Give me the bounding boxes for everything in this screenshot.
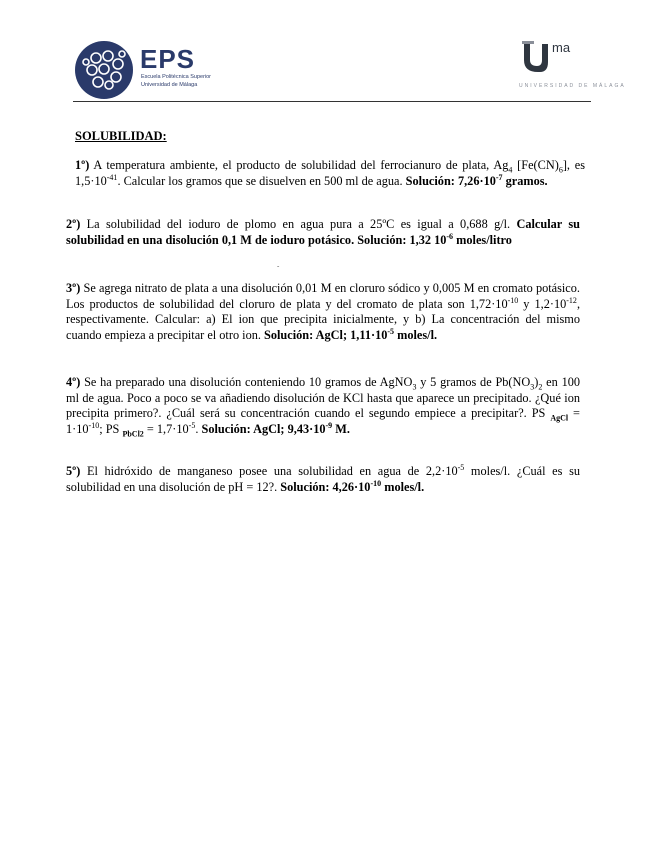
eps-logo-icon (74, 40, 134, 100)
problem-5: 5º) El hidróxido de manganeso posee una solubilidad en agua de $2,2\cdot 10^{-5}$ moles/l. ¿Cuál es su solubilidad en una disolución de pH = 12?. Solución: $4,26\cdot 10^{-10}$ moles/l. (66, 462, 580, 494)
problem-4: 4º) Se ha preparado una disolución conteniendo 10 gramos de AgNO$_3$ y 5 gramos de $Pb(NO_3)_2$ en 100 ml de agua. Poco a poco se va añadiendo disolución de KCl hasta que aparece un precipitado. ¿Qué ion precipita primero?. ¿Cuál será su concentración cuando el segundo empiece a precipitar?. PS $_{AgCl} = 1\cdot 10^{-10}$; PS $_{PbCl2} = 1,7\cdot 10^{-5}$. Solución: AgCl; $9,43\cdot 10^{-9}$ M. (66, 375, 581, 439)
eps-subtitle: Escuela Politécnica Superior Universidad de Málaga (141, 74, 212, 88)
problem-2: 2º) La solubilidad del ioduro de plomo en agua pura a 25ºC es igual a 0,688 g/l. Calcular su solubilidad en una disolución 0,1 M de ioduro potásico. Solución: 1,32 $10^{-6}$ moles/litro (66, 217, 581, 247)
problem-3: 3º) Se agrega nitrato de plata a una disolución 0,01 M en cloruro sódico y 0,005 M en cromato potásico. Los productos de solubilidad del cloruro de plata y del cromato de plata son $1,72\cdot 10^{-10}$ y $1,2\cdot 10^{-12}$, respectivamente. Calcular: a) El ion que precipita inicialmente, y b) La concentración del mismo cuando empieza a precipitar el otro ion. Solución: AgCl; $1,11\cdot 10^{-5}$ moles/l. (66, 281, 581, 342)
svg-text:ma: ma (552, 40, 571, 55)
stray-mark: - (277, 262, 280, 270)
page-header (0, 0, 655, 105)
header-divider (73, 101, 591, 102)
page-title: SOLUBILIDAD: (75, 129, 167, 143)
uma-subtitle: UNIVERSIDAD DE MÁLAGA (519, 83, 626, 89)
eps-title: EPS (140, 44, 196, 74)
problem-1: 1º) A temperatura ambiente, el producto de solubilidad del ferrocianuro de plata, $Ag_4$ $[Fe(CN)_6]$, es $1,5\cdot 10^{-41}$. Calcular los gramos que se disuelven en 500 ml de agua. Solución: $7,26\cdot 10^{-7}$ gramos. (75, 158, 585, 188)
